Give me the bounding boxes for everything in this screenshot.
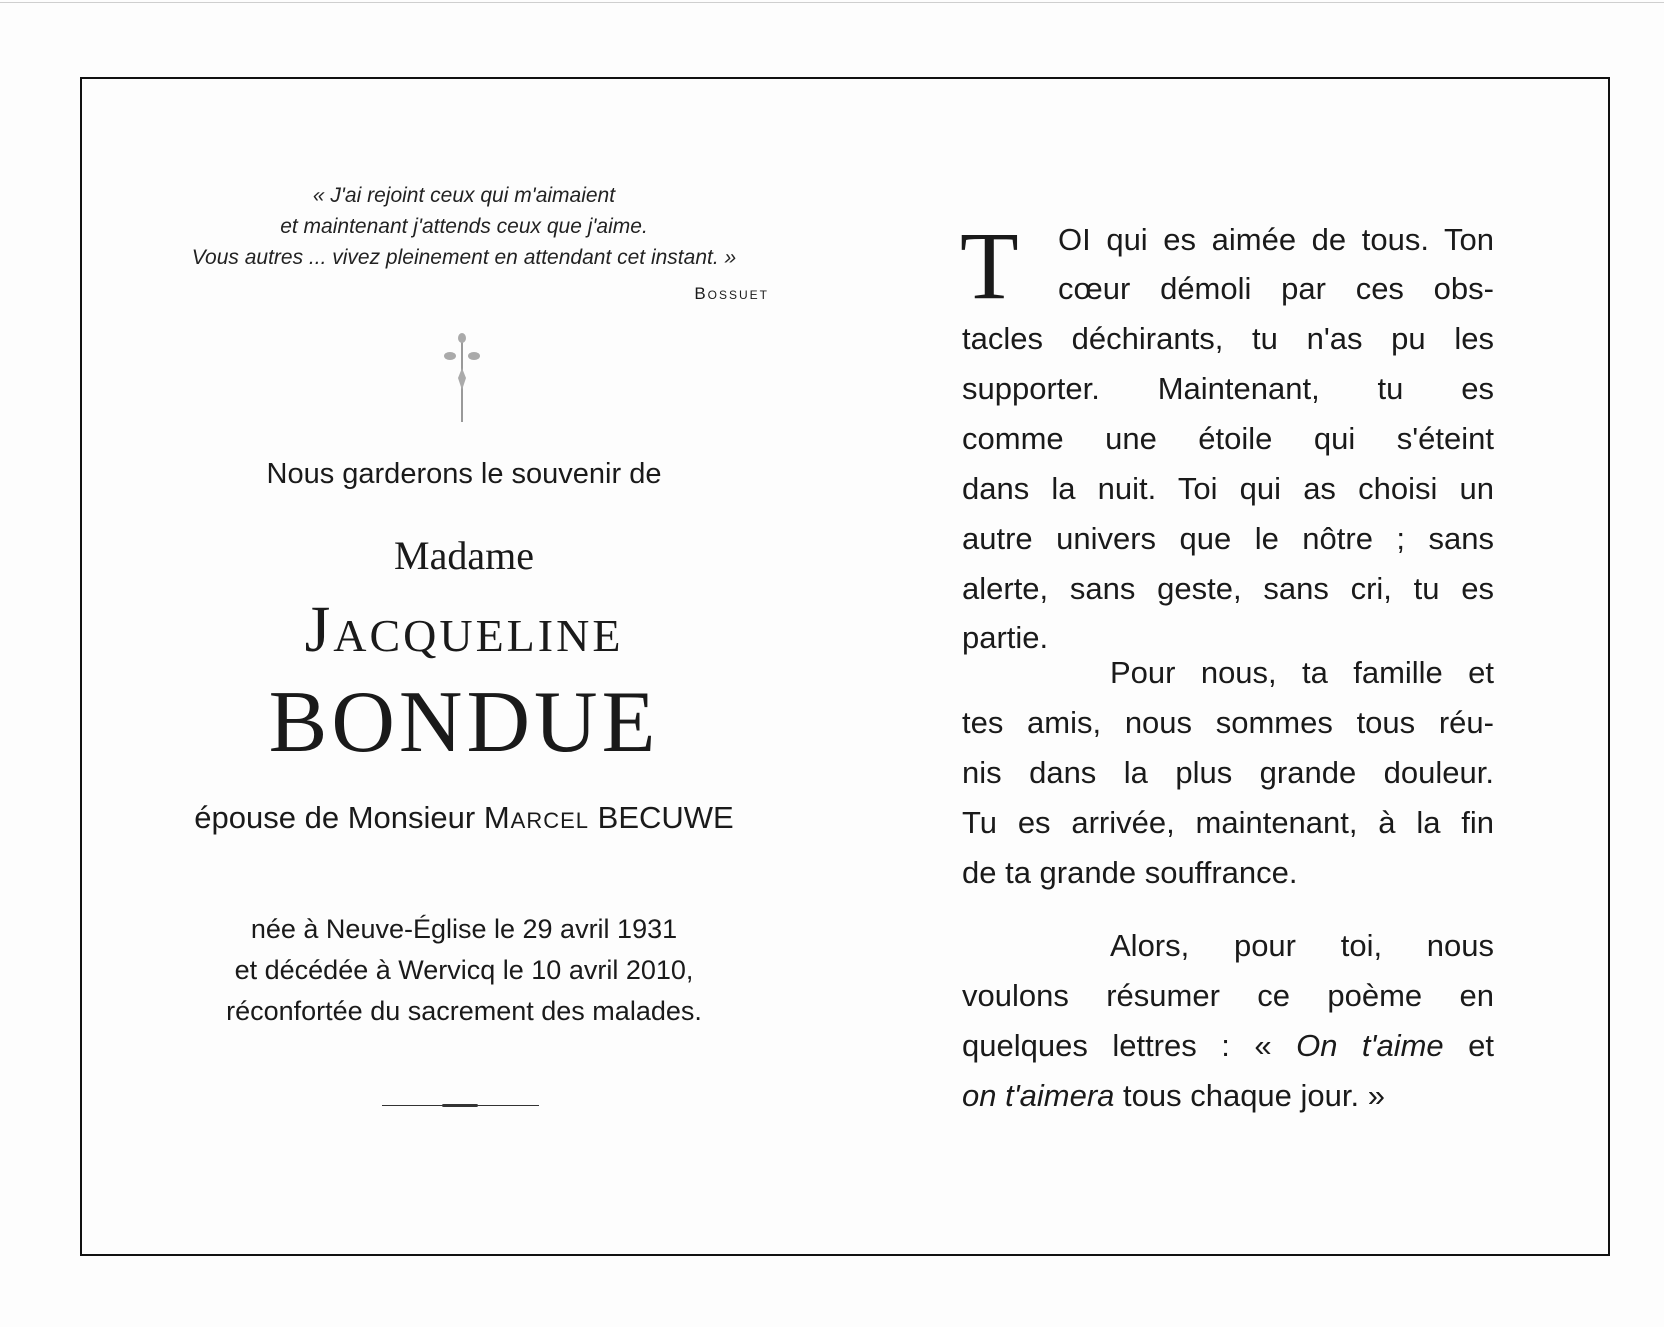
poem-text: quelques lettres : « xyxy=(962,1028,1297,1063)
spouse-last-name: BECUWE xyxy=(597,800,734,835)
scan-edge xyxy=(0,2,1664,3)
poem-line: Tu es arrivée, maintenant, à la fin xyxy=(962,805,1494,840)
first-name: Jacqueline xyxy=(304,593,624,666)
poem-line: OI qui es aimée de tous. Ton xyxy=(1058,222,1494,257)
spouse-prefix: épouse de Monsieur xyxy=(194,800,476,835)
poem-line: de ta grande souffrance. xyxy=(962,855,1298,890)
poem-line: Pour nous, ta famille et xyxy=(1110,655,1494,690)
epigraph-line: « J'ai rejoint ceux qui m'aimaient xyxy=(312,184,616,207)
poem-line: tacles déchirants, tu n'as pu les xyxy=(962,321,1494,356)
poem-line: nis dans la plus grande douleur. xyxy=(962,755,1494,790)
poem-quote-italic: on t'aimera xyxy=(962,1078,1115,1113)
poem-quote-italic: On t'aime xyxy=(1296,1028,1444,1063)
poem-line: supporter. Maintenant, tu es xyxy=(962,371,1494,406)
cross-icon xyxy=(444,332,480,424)
poem-line: Alors, pour toi, nous xyxy=(1110,928,1494,963)
poem-line: alerte, sans geste, sans cri, tu es xyxy=(962,571,1494,606)
intro-text: Nous garderons le souvenir de xyxy=(266,458,662,490)
poem-line: comme une étoile qui s'éteint xyxy=(962,421,1494,456)
honorific: Madame xyxy=(394,533,534,578)
spouse-first-name: Marcel xyxy=(483,800,590,835)
poem-line: autre univers que le nôtre ; sans xyxy=(962,521,1494,556)
last-name: BONDUE xyxy=(268,674,660,771)
dates-line: et décédée à Wervicq le 10 avril 2010, xyxy=(234,955,694,985)
poem-text: et xyxy=(1443,1028,1495,1063)
poem-text: tous chaque jour. » xyxy=(1114,1078,1385,1113)
drop-cap: T xyxy=(960,212,1019,319)
poem-line xyxy=(962,1028,1494,1064)
epigraph-line: et maintenant j'attends ceux que j'aime. xyxy=(280,215,648,238)
dates-line: née à Neuve-Église le 29 avril 1931 xyxy=(250,914,678,944)
poem-line: cœur démoli par ces obs- xyxy=(1058,271,1494,306)
poem-line: voulons résumer ce poème en xyxy=(962,978,1494,1013)
poem-line: dans la nuit. Toi qui as choisi un xyxy=(962,471,1494,506)
poem-line: tes amis, nous sommes tous réu- xyxy=(962,705,1494,740)
ornamental-divider xyxy=(382,1105,539,1106)
epigraph-line: Vous autres ... vivez pleinement en attendant cet instant. » xyxy=(191,246,737,269)
poem-line: partie. xyxy=(962,620,1049,655)
poem-line xyxy=(962,1078,1494,1114)
epigraph-author: Bossuet xyxy=(694,284,769,303)
spouse-line xyxy=(100,800,828,836)
dates-line: réconfortée du sacrement des malades. xyxy=(226,996,702,1026)
